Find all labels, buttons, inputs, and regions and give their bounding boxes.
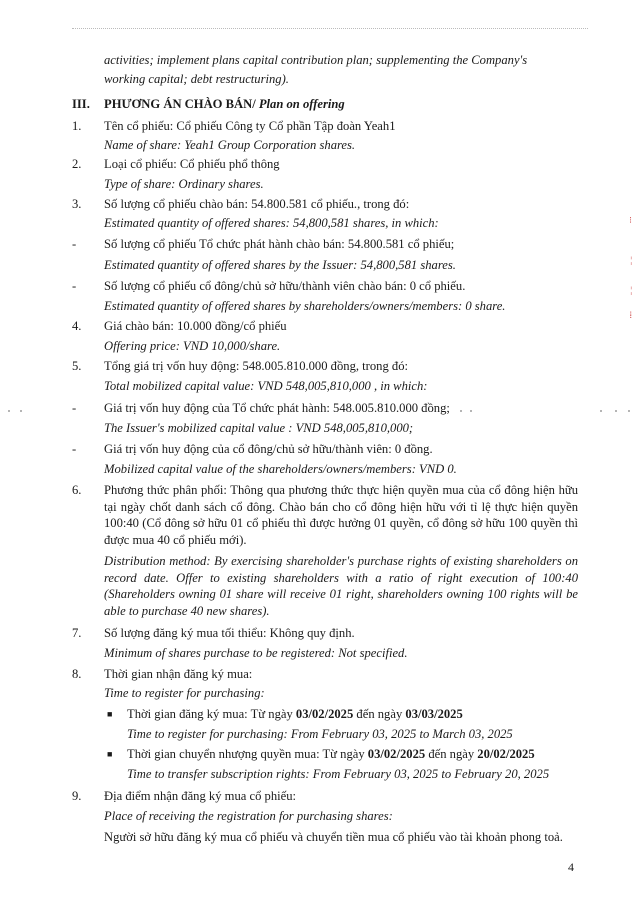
item-number-8: 8. (72, 667, 82, 681)
item-6-vi: Phương thức phân phối: Thông qua phương thức thực hiện quyền mua của cổ đông hiện hữu tại ngày chốt danh sách cổ đông. Chào bán cho cổ đông hiện hữu với tỉ lệ thực hiện quyền 100:40 (Cổ đông sở hữu 01 cổ phiếu thì được hưởng 01 quyền, cổ đông sở hữu 100 quyền thì được mua 40 cổ phiếu mới). (104, 483, 578, 547)
transfer-period-vi (127, 746, 535, 762)
item-5b-en: Mobilized capital value of the shareholders/owners/members: VND 0. (104, 462, 457, 476)
item-3a-en: Estimated quantity of offered shares by the Issuer: 54,800,581 shares. (104, 258, 456, 272)
transfer-end-date: 20/02/2025 (477, 747, 535, 761)
item-number-3: 3. (72, 197, 82, 211)
intro-line-2: working capital; debt restructuring). (104, 72, 289, 86)
item-number-6: 6. (72, 483, 82, 497)
item-6-en: Distribution method: By exercising shareholder's purchase rights of existing shareholders on record date. Offer to existing shareholders with a ratio of right execution of 100:40 (Shareholders owning 01 share will receive 01 right, shareholders owning 100 rights will be able to purchase 40 new shares). (104, 554, 578, 618)
scan-mark-right (628, 410, 630, 412)
dash-5b: - (72, 442, 77, 456)
item-9-body: Người sở hữu đăng ký mua cổ phiếu và chuyển tiền mua cổ phiếu vào tài khoản phong toả. (104, 830, 563, 844)
item-number-5: 5. (72, 359, 82, 373)
section-number: III. (72, 97, 90, 111)
item-3b-en: Estimated quantity of offered shares by shareholders/owners/members: 0 share. (104, 299, 506, 313)
item-2-en: Type of share: Ordinary shares. (104, 177, 264, 191)
item-5a-en: The Issuer's mobilized capital value : VND 548,005,810,000; (104, 421, 414, 435)
register-end-date: 03/03/2025 (405, 707, 463, 721)
item-7-en: Minimum of shares purchase to be registered: Not specified. (104, 646, 408, 660)
bullet-register: ■ (107, 709, 113, 719)
section-heading (104, 96, 345, 112)
dash-3a: - (72, 237, 77, 251)
register-period-prefix: Thời gian đăng ký mua: Từ ngày (127, 707, 296, 721)
top-scan-line (72, 28, 588, 29)
item-5b-vi: Giá trị vốn huy động của cổ đông/chủ sở hữu/thành viên: 0 đồng. (104, 442, 433, 456)
edge-stamp-mark: ¦ (630, 285, 632, 295)
item-1-vi: Tên cổ phiếu: Cổ phiếu Công ty Cổ phần Tập đoàn Yeah1 (104, 119, 396, 133)
bullet-transfer: ■ (107, 749, 113, 759)
item-5-en: Total mobilized capital value: VND 548,005,810,000 , in which: (104, 379, 428, 393)
scan-mark-right (600, 410, 602, 412)
transfer-start-date: 03/02/2025 (367, 747, 426, 761)
section-heading-vi: PHƯƠNG ÁN CHÀO BÁN/ (104, 97, 256, 111)
intro-line-1: activities; implement plans capital contribution plan; supplementing the Company's (104, 53, 528, 67)
item-3b-vi: Số lượng cổ phiếu cổ đông/chủ sở hữu/thành viên chào bán: 0 cổ phiếu. (104, 279, 466, 293)
transfer-period-mid: đến ngày (425, 747, 478, 761)
item-2-vi: Loại cổ phiếu: Cổ phiếu phổ thông (104, 157, 280, 171)
item-5a-vi: Giá trị vốn huy động của Tổ chức phát hành: 548.005.810.000 đồng; (104, 401, 450, 415)
dash-5a: - (72, 401, 77, 415)
edge-stamp-mark: ⁞ (629, 310, 632, 320)
item-8-vi: Thời gian nhận đăng ký mua: (104, 667, 253, 681)
item-9-vi: Địa điểm nhận đăng ký mua cổ phiếu: (104, 789, 297, 803)
register-period-mid: đến ngày (353, 707, 406, 721)
scan-mark-left (20, 410, 22, 412)
item-number-4: 4. (72, 319, 82, 333)
item-1-en: Name of share: Yeah1 Group Corporation shares. (104, 138, 356, 152)
scan-mark-right (615, 410, 617, 412)
item-8-en: Time to register for purchasing: (104, 686, 265, 700)
item-7-vi: Số lượng đăng ký mua tối thiểu: Không quy định. (104, 626, 355, 640)
register-period-en: Time to register for purchasing: From February 03, 2025 to March 03, 2025 (127, 727, 513, 741)
transfer-period-en: Time to transfer subscription rights: From February 03, 2025 to February 20, 2025 (127, 767, 550, 781)
item-3-vi: Số lượng cổ phiếu chào bán: 54.800.581 cổ phiếu., trong đó: (104, 197, 410, 211)
item-4-en: Offering price: VND 10,000/share. (104, 339, 281, 353)
item-4-vi: Giá chào bán: 10.000 đồng/cổ phiếu (104, 319, 287, 333)
item-number-2: 2. (72, 157, 82, 171)
scan-mark-mid (470, 410, 472, 412)
item-number-1: 1. (72, 119, 82, 133)
item-5-vi: Tổng giá trị vốn huy động: 548.005.810.000 đồng, trong đó: (104, 359, 408, 373)
section-heading-en: Plan on offering (258, 97, 345, 111)
item-3-en: Estimated quantity of offered shares: 54,800,581 shares, in which: (104, 216, 439, 230)
item-3a-vi: Số lượng cổ phiếu Tổ chức phát hành chào bán: 54.800.581 cổ phiếu; (104, 237, 455, 251)
item-number-9: 9. (72, 789, 82, 803)
register-period-vi (127, 706, 463, 722)
scan-mark-left (8, 410, 10, 412)
register-start-date: 03/02/2025 (295, 707, 354, 721)
dash-3b: - (72, 279, 77, 293)
edge-stamp-mark: ¦ (630, 255, 632, 265)
page-number: 4 (568, 860, 574, 874)
scan-mark-mid (460, 410, 462, 412)
edge-stamp-mark: ⁝ (629, 215, 632, 225)
item-number-7: 7. (72, 626, 82, 640)
item-9-en: Place of receiving the registration for purchasing shares: (104, 809, 393, 823)
transfer-period-prefix: Thời gian chuyển nhượng quyền mua: Từ ngày (127, 747, 368, 761)
